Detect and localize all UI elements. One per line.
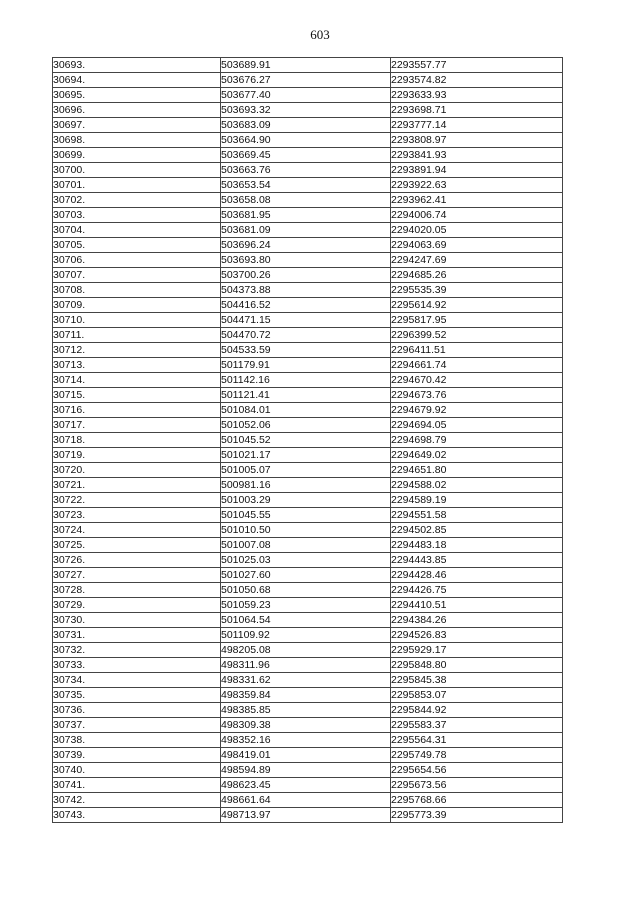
- x-coordinate-cell: 503683.09: [221, 118, 391, 133]
- point-id-cell: 30738.: [53, 733, 221, 748]
- point-id-cell: 30710.: [53, 313, 221, 328]
- x-coordinate-cell: 498359.84: [221, 688, 391, 703]
- table-row: [53, 808, 563, 823]
- x-coordinate-cell: 504416.52: [221, 298, 391, 313]
- x-coordinate-cell: 498419.01: [221, 748, 391, 763]
- point-id-cell: 30728.: [53, 583, 221, 598]
- table-row: [53, 463, 563, 478]
- x-coordinate-cell: 503700.26: [221, 268, 391, 283]
- table-row: [53, 643, 563, 658]
- point-id-cell: 30726.: [53, 553, 221, 568]
- y-coordinate-cell: 2294063.69: [391, 238, 563, 253]
- x-coordinate-cell: 501007.08: [221, 538, 391, 553]
- point-id-cell: 30709.: [53, 298, 221, 313]
- point-id-cell: 30739.: [53, 748, 221, 763]
- x-coordinate-cell: 501050.68: [221, 583, 391, 598]
- x-coordinate-cell: 500981.16: [221, 478, 391, 493]
- table-row: [53, 718, 563, 733]
- x-coordinate-cell: 501003.29: [221, 493, 391, 508]
- table-row: [53, 403, 563, 418]
- y-coordinate-cell: 2295844.92: [391, 703, 563, 718]
- point-id-cell: 30719.: [53, 448, 221, 463]
- table-row: [53, 688, 563, 703]
- point-id-cell: 30741.: [53, 778, 221, 793]
- point-id-cell: 30727.: [53, 568, 221, 583]
- y-coordinate-cell: 2294670.42: [391, 373, 563, 388]
- point-id-cell: 30716.: [53, 403, 221, 418]
- y-coordinate-cell: 2295654.56: [391, 763, 563, 778]
- table-row: [53, 628, 563, 643]
- table-row: [53, 163, 563, 178]
- table-row: [53, 508, 563, 523]
- point-id-cell: 30730.: [53, 613, 221, 628]
- table-row: [53, 223, 563, 238]
- table-row: [53, 268, 563, 283]
- y-coordinate-cell: 2293808.97: [391, 133, 563, 148]
- y-coordinate-cell: 2293557.77: [391, 58, 563, 73]
- y-coordinate-cell: 2294685.26: [391, 268, 563, 283]
- table-row: [53, 58, 563, 73]
- table-row: [53, 748, 563, 763]
- y-coordinate-cell: 2294661.74: [391, 358, 563, 373]
- x-coordinate-cell: 501021.17: [221, 448, 391, 463]
- table-row: [53, 763, 563, 778]
- y-coordinate-cell: 2295535.39: [391, 283, 563, 298]
- x-coordinate-cell: 498311.96: [221, 658, 391, 673]
- table-row: [53, 298, 563, 313]
- table-row: [53, 253, 563, 268]
- point-id-cell: 30695.: [53, 88, 221, 103]
- y-coordinate-cell: 2294694.05: [391, 418, 563, 433]
- y-coordinate-cell: 2294384.26: [391, 613, 563, 628]
- y-coordinate-cell: 2293777.14: [391, 118, 563, 133]
- x-coordinate-cell: 503681.09: [221, 223, 391, 238]
- point-id-cell: 30696.: [53, 103, 221, 118]
- table-row: [53, 118, 563, 133]
- x-coordinate-cell: 498661.64: [221, 793, 391, 808]
- y-coordinate-cell: 2294649.02: [391, 448, 563, 463]
- table-row: [53, 448, 563, 463]
- table-row: [53, 178, 563, 193]
- point-id-cell: 30700.: [53, 163, 221, 178]
- table-row: [53, 478, 563, 493]
- point-id-cell: 30718.: [53, 433, 221, 448]
- y-coordinate-cell: 2294426.75: [391, 583, 563, 598]
- x-coordinate-cell: 503677.40: [221, 88, 391, 103]
- y-coordinate-cell: 2294698.79: [391, 433, 563, 448]
- point-id-cell: 30735.: [53, 688, 221, 703]
- x-coordinate-cell: 504470.72: [221, 328, 391, 343]
- table-row: [53, 598, 563, 613]
- x-coordinate-cell: 503664.90: [221, 133, 391, 148]
- point-id-cell: 30731.: [53, 628, 221, 643]
- point-id-cell: 30707.: [53, 268, 221, 283]
- table-row: [53, 283, 563, 298]
- x-coordinate-cell: 501045.55: [221, 508, 391, 523]
- table-row: [53, 553, 563, 568]
- x-coordinate-cell: 501179.91: [221, 358, 391, 373]
- x-coordinate-cell: 501084.01: [221, 403, 391, 418]
- table-row: [53, 418, 563, 433]
- x-coordinate-cell: 503689.91: [221, 58, 391, 73]
- table-row: [53, 583, 563, 598]
- y-coordinate-cell: 2294651.80: [391, 463, 563, 478]
- point-id-cell: 30732.: [53, 643, 221, 658]
- y-coordinate-cell: 2294589.19: [391, 493, 563, 508]
- table-row: [53, 658, 563, 673]
- y-coordinate-cell: 2295673.56: [391, 778, 563, 793]
- table-row: [53, 373, 563, 388]
- y-coordinate-cell: 2294551.58: [391, 508, 563, 523]
- x-coordinate-cell: 498352.16: [221, 733, 391, 748]
- x-coordinate-cell: 498331.62: [221, 673, 391, 688]
- page-number: 603: [310, 27, 330, 42]
- x-coordinate-cell: 504471.15: [221, 313, 391, 328]
- point-id-cell: 30722.: [53, 493, 221, 508]
- table-row: [53, 778, 563, 793]
- table-row: [53, 433, 563, 448]
- y-coordinate-cell: 2294443.85: [391, 553, 563, 568]
- y-coordinate-cell: 2295773.39: [391, 808, 563, 823]
- x-coordinate-cell: 504533.59: [221, 343, 391, 358]
- point-id-cell: 30742.: [53, 793, 221, 808]
- y-coordinate-cell: 2293962.41: [391, 193, 563, 208]
- table-row: [53, 148, 563, 163]
- table-row: [53, 103, 563, 118]
- point-id-cell: 30733.: [53, 658, 221, 673]
- x-coordinate-cell: 501052.06: [221, 418, 391, 433]
- y-coordinate-cell: 2294526.83: [391, 628, 563, 643]
- y-coordinate-cell: 2295853.07: [391, 688, 563, 703]
- y-coordinate-cell: 2293891.94: [391, 163, 563, 178]
- y-coordinate-cell: 2294483.18: [391, 538, 563, 553]
- point-id-cell: 30734.: [53, 673, 221, 688]
- table-row: [53, 388, 563, 403]
- y-coordinate-cell: 2294428.46: [391, 568, 563, 583]
- point-id-cell: 30737.: [53, 718, 221, 733]
- table-row: [53, 343, 563, 358]
- x-coordinate-cell: 501027.60: [221, 568, 391, 583]
- table-row: [53, 88, 563, 103]
- point-id-cell: 30711.: [53, 328, 221, 343]
- y-coordinate-cell: 2294247.69: [391, 253, 563, 268]
- table-row: [53, 73, 563, 88]
- x-coordinate-cell: 503676.27: [221, 73, 391, 88]
- table-row: [53, 313, 563, 328]
- point-id-cell: 30723.: [53, 508, 221, 523]
- table-row: [53, 193, 563, 208]
- coordinates-table-body: [53, 58, 563, 823]
- y-coordinate-cell: 2294679.92: [391, 403, 563, 418]
- x-coordinate-cell: 498309.38: [221, 718, 391, 733]
- y-coordinate-cell: 2295817.95: [391, 313, 563, 328]
- y-coordinate-cell: 2295749.78: [391, 748, 563, 763]
- table-row: [53, 133, 563, 148]
- x-coordinate-cell: 501010.50: [221, 523, 391, 538]
- table-row: [53, 493, 563, 508]
- point-id-cell: 30714.: [53, 373, 221, 388]
- x-coordinate-cell: 501059.23: [221, 598, 391, 613]
- point-id-cell: 30693.: [53, 58, 221, 73]
- point-id-cell: 30694.: [53, 73, 221, 88]
- table-row: [53, 793, 563, 808]
- x-coordinate-cell: 503658.08: [221, 193, 391, 208]
- point-id-cell: 30729.: [53, 598, 221, 613]
- point-id-cell: 30706.: [53, 253, 221, 268]
- table-row: [53, 208, 563, 223]
- table-row: [53, 703, 563, 718]
- point-id-cell: 30701.: [53, 178, 221, 193]
- table-row: [53, 733, 563, 748]
- y-coordinate-cell: 2293922.63: [391, 178, 563, 193]
- table-row: [53, 328, 563, 343]
- table-row: [53, 523, 563, 538]
- x-coordinate-cell: 504373.88: [221, 283, 391, 298]
- x-coordinate-cell: 503653.54: [221, 178, 391, 193]
- y-coordinate-cell: 2294502.85: [391, 523, 563, 538]
- x-coordinate-cell: 501142.16: [221, 373, 391, 388]
- x-coordinate-cell: 498623.45: [221, 778, 391, 793]
- x-coordinate-cell: 501109.92: [221, 628, 391, 643]
- x-coordinate-cell: 501025.03: [221, 553, 391, 568]
- y-coordinate-cell: 2294020.05: [391, 223, 563, 238]
- y-coordinate-cell: 2294410.51: [391, 598, 563, 613]
- x-coordinate-cell: 503669.45: [221, 148, 391, 163]
- y-coordinate-cell: 2294006.74: [391, 208, 563, 223]
- x-coordinate-cell: 501064.54: [221, 613, 391, 628]
- y-coordinate-cell: 2293574.82: [391, 73, 563, 88]
- x-coordinate-cell: 498594.89: [221, 763, 391, 778]
- coordinates-table: [52, 57, 563, 823]
- table-row: [53, 238, 563, 253]
- x-coordinate-cell: 501121.41: [221, 388, 391, 403]
- y-coordinate-cell: 2295845.38: [391, 673, 563, 688]
- x-coordinate-cell: 503663.76: [221, 163, 391, 178]
- table-row: [53, 613, 563, 628]
- point-id-cell: 30712.: [53, 343, 221, 358]
- x-coordinate-cell: 498713.97: [221, 808, 391, 823]
- y-coordinate-cell: 2293841.93: [391, 148, 563, 163]
- point-id-cell: 30703.: [53, 208, 221, 223]
- point-id-cell: 30704.: [53, 223, 221, 238]
- point-id-cell: 30721.: [53, 478, 221, 493]
- y-coordinate-cell: 2294673.76: [391, 388, 563, 403]
- point-id-cell: 30725.: [53, 538, 221, 553]
- y-coordinate-cell: 2293633.93: [391, 88, 563, 103]
- point-id-cell: 30708.: [53, 283, 221, 298]
- x-coordinate-cell: 498385.85: [221, 703, 391, 718]
- y-coordinate-cell: 2295848.80: [391, 658, 563, 673]
- table-row: [53, 358, 563, 373]
- point-id-cell: 30724.: [53, 523, 221, 538]
- point-id-cell: 30740.: [53, 763, 221, 778]
- point-id-cell: 30717.: [53, 418, 221, 433]
- x-coordinate-cell: 503693.80: [221, 253, 391, 268]
- y-coordinate-cell: 2295583.37: [391, 718, 563, 733]
- y-coordinate-cell: 2295929.17: [391, 643, 563, 658]
- point-id-cell: 30720.: [53, 463, 221, 478]
- point-id-cell: 30713.: [53, 358, 221, 373]
- y-coordinate-cell: 2296399.52: [391, 328, 563, 343]
- x-coordinate-cell: 501005.07: [221, 463, 391, 478]
- point-id-cell: 30698.: [53, 133, 221, 148]
- point-id-cell: 30699.: [53, 148, 221, 163]
- x-coordinate-cell: 503681.95: [221, 208, 391, 223]
- point-id-cell: 30736.: [53, 703, 221, 718]
- x-coordinate-cell: 498205.08: [221, 643, 391, 658]
- point-id-cell: 30702.: [53, 193, 221, 208]
- table-row: [53, 673, 563, 688]
- y-coordinate-cell: 2296411.51: [391, 343, 563, 358]
- y-coordinate-cell: 2295614.92: [391, 298, 563, 313]
- y-coordinate-cell: 2295768.66: [391, 793, 563, 808]
- point-id-cell: 30705.: [53, 238, 221, 253]
- x-coordinate-cell: 503696.24: [221, 238, 391, 253]
- y-coordinate-cell: 2294588.02: [391, 478, 563, 493]
- point-id-cell: 30715.: [53, 388, 221, 403]
- y-coordinate-cell: 2295564.31: [391, 733, 563, 748]
- y-coordinate-cell: 2293698.71: [391, 103, 563, 118]
- table-row: [53, 568, 563, 583]
- point-id-cell: 30697.: [53, 118, 221, 133]
- x-coordinate-cell: 503693.32: [221, 103, 391, 118]
- point-id-cell: 30743.: [53, 808, 221, 823]
- table-row: [53, 538, 563, 553]
- x-coordinate-cell: 501045.52: [221, 433, 391, 448]
